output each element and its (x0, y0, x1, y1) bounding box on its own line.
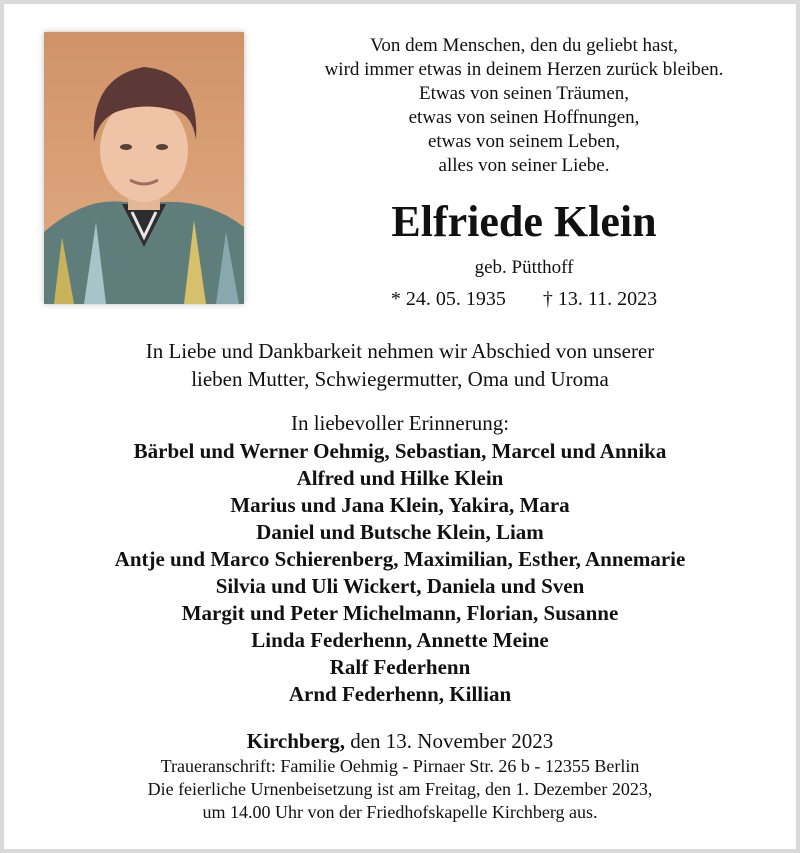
memory-heading: In liebevoller Erinnerung: (290, 411, 510, 435)
notice-date: den 13. November 2023 (350, 729, 554, 753)
mourner-line: Silvia und Uli Wickert, Daniela und Sven (215, 574, 585, 598)
mourner-line: Daniel und Butsche Klein, Liam (256, 520, 544, 544)
place: Kirchberg, (246, 729, 345, 753)
service-line: um 14.00 Uhr von der Friedhofskapelle Kirchberg aus. (202, 802, 598, 822)
mourner-line: Bärbel und Werner Oehmig, Sebastian, Marcel und Annika (133, 439, 667, 463)
maiden-name: geb. Pütthoff (474, 257, 574, 278)
mourner-line: Antje und Marco Schierenberg, Maximilian, Esther, Annemarie (114, 547, 686, 571)
poem-line: etwas von seinen Hoffnungen, (408, 107, 640, 128)
farewell-text (4, 337, 796, 393)
poem-line: wird immer etwas in deinem Herzen zurück bleiben. (324, 59, 724, 80)
mourners-list (4, 438, 796, 708)
poem-line: Von dem Menschen, den du geliebt hast, (370, 35, 678, 56)
poem-line: alles von seiner Liebe. (438, 155, 610, 176)
deceased-name: Elfriede Klein (391, 197, 657, 246)
mourner-line: Margit und Peter Michelmann, Florian, Susanne (181, 601, 619, 625)
place-date (4, 727, 796, 755)
farewell-line: lieben Mutter, Schwiegermutter, Oma und Uroma (191, 367, 609, 391)
birth-date: * 24. 05. 1935 (390, 288, 506, 310)
mourner-line: Ralf Federhenn (329, 655, 471, 679)
notice-footer (4, 727, 796, 824)
life-dates (279, 286, 769, 312)
portrait-image (44, 32, 244, 304)
service-line: Die feierliche Urnenbeisetzung ist am Freitag, den 1. Dezember 2023, (147, 779, 653, 799)
mourner-line: Arnd Federhenn, Killian (288, 682, 512, 706)
mourner-line: Alfred und Hilke Klein (296, 466, 504, 490)
mourning-address: Traueranschrift: Familie Oehmig - Pirnaer Str. 26 b - 12355 Berlin (160, 756, 640, 776)
farewell-line: In Liebe und Dankbarkeit nehmen wir Abschied von unserer (145, 339, 655, 363)
memorial-poem (279, 34, 769, 178)
service-info (4, 778, 796, 824)
poem-line: etwas von seinem Leben, (427, 131, 621, 152)
mourner-line: Linda Federhenn, Annette Meine (251, 628, 549, 652)
mourner-line: Marius und Jana Klein, Yakira, Mara (230, 493, 570, 517)
obituary-notice (4, 4, 796, 849)
poem-line: Etwas von seinen Träumen, (418, 83, 630, 104)
portrait-photo (44, 32, 244, 304)
death-date: † 13. 11. 2023 (542, 288, 658, 310)
